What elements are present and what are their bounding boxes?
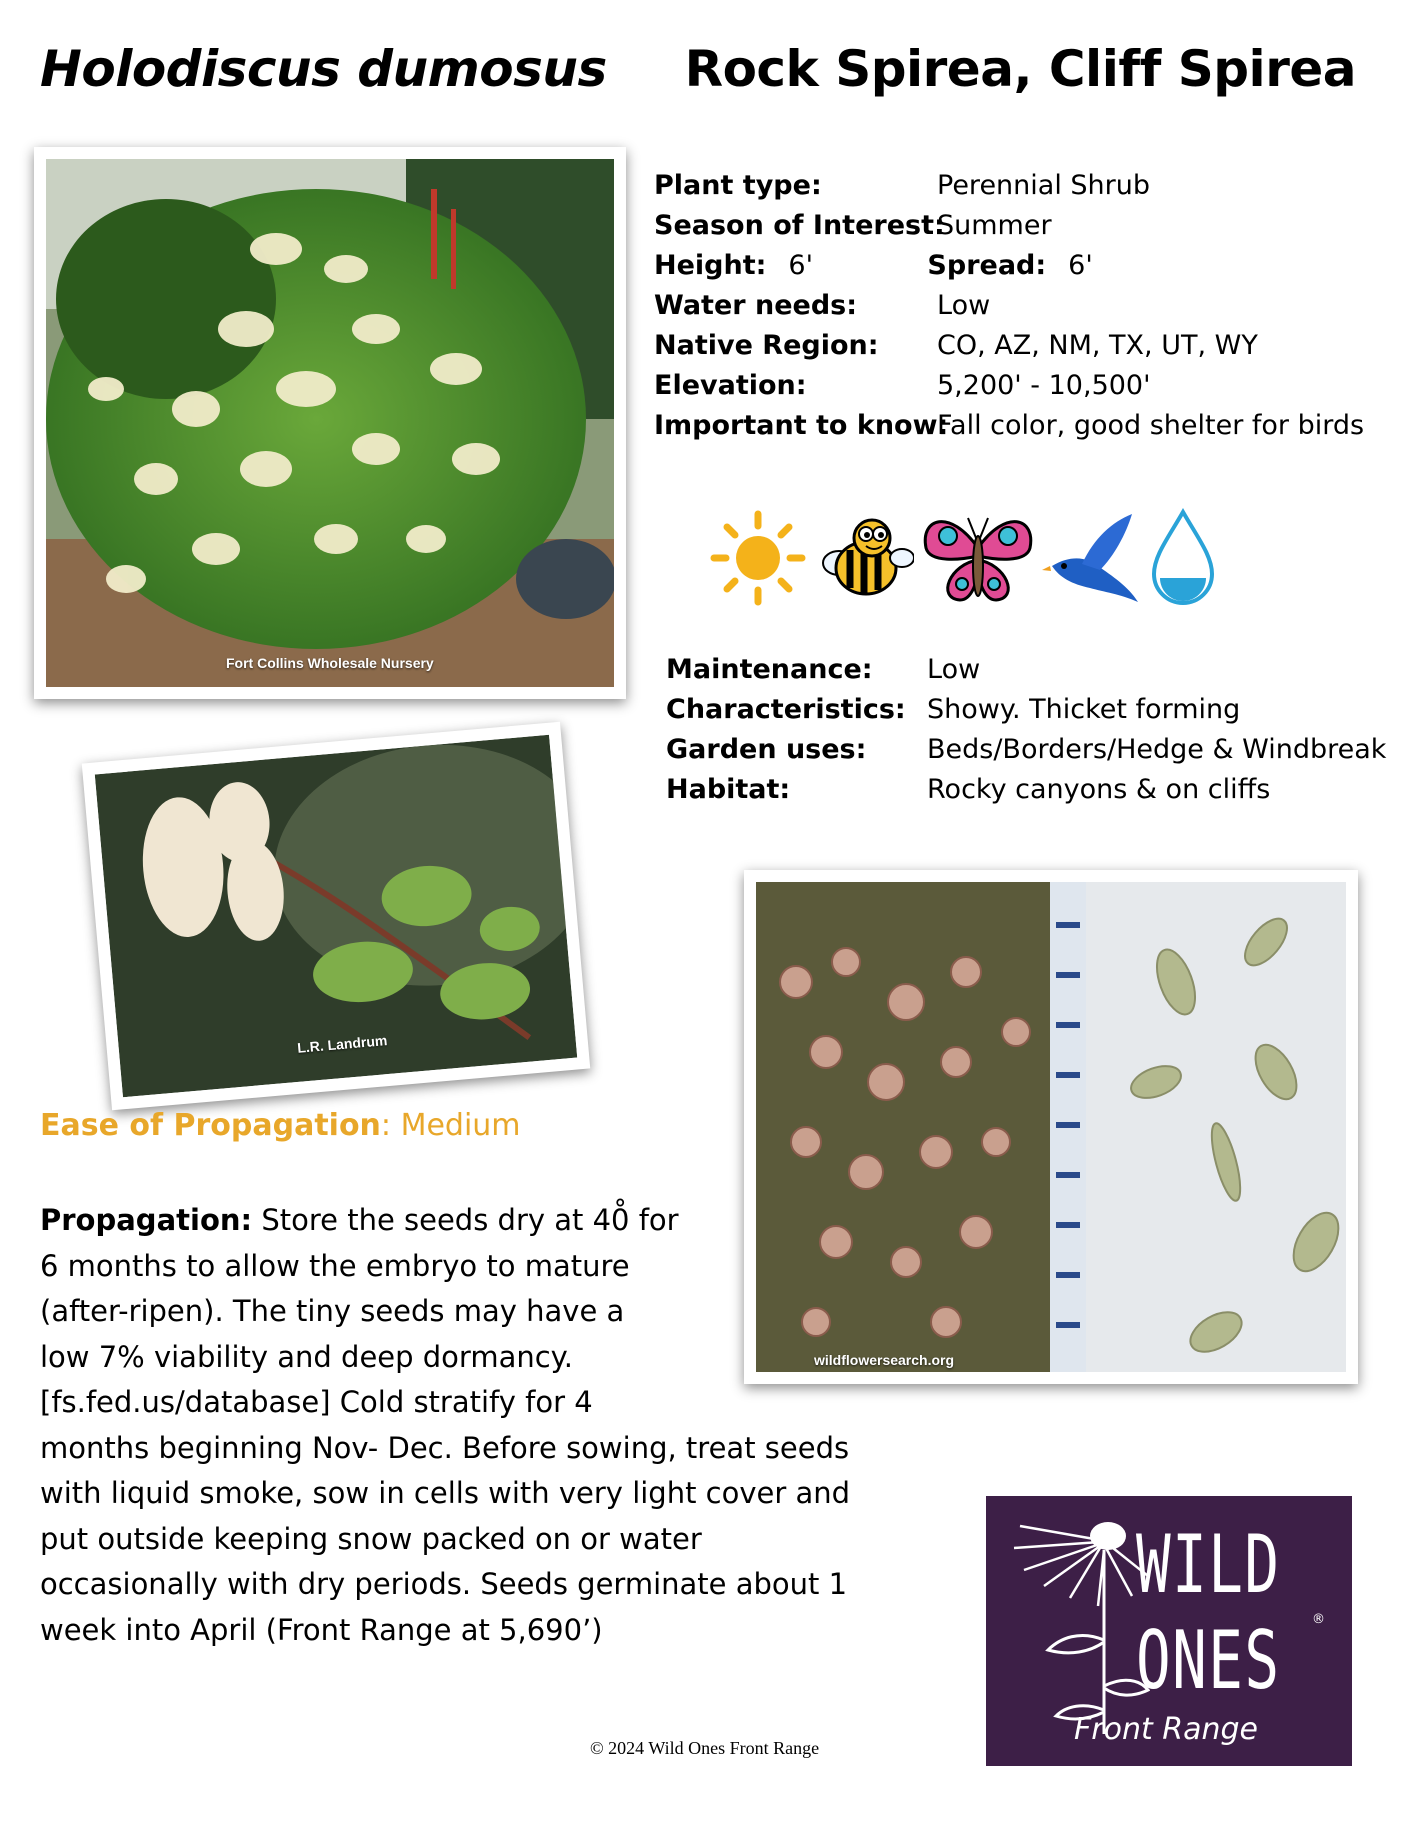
detail-label: Maintenance: [666,654,873,685]
latin-name: Holodiscus dumosus [40,40,607,98]
ease-colon: : [380,1108,401,1143]
photo-credit: Fort Collins Wholesale Nursery [226,655,434,671]
sun-icon [708,508,808,608]
logo-wild-text: WILD [1136,1518,1281,1611]
wild-ones-logo [986,1496,1352,1766]
spec-value: Summer [937,210,1052,241]
detail-value: Rocky canyons & on cliffs [927,774,1271,805]
spec-value: 6' [1068,250,1093,281]
ease-value: Medium [400,1108,521,1143]
spec-label: Spread: [927,250,1047,281]
detail-value: Low [927,654,981,685]
propagation-line: week into April (Front Range at 5,690’) [40,1612,603,1647]
garden-details [666,650,1386,810]
propagation-line: put outside keeping snow packed on or water [40,1521,702,1556]
spec-label: Plant type: [654,170,822,201]
spec-value: Low [937,290,991,321]
propagation-line: 6 months to allow the embryo to mature [40,1248,630,1283]
spec-label: Season of Interest: [654,210,945,241]
copyright-notice: © 2024 Wild Ones Front Range [590,1738,820,1758]
propagation-label: Propagation: [40,1203,253,1237]
spec-value: Perennial Shrub [937,170,1151,201]
spec-label: Elevation: [654,370,807,401]
spec-value: 6' [788,250,814,281]
registered-mark: ® [1312,1612,1325,1627]
photo-credit: L.R. Landrum [296,1032,388,1056]
photo-credit: wildflowersearch.org [814,1352,955,1368]
logo-front-range-text: Front Range [1074,1712,1258,1747]
butterfly-icon [920,508,1036,608]
flower-closeup-photo [82,722,591,1111]
coneflower-logo-icon [1000,1510,1150,1740]
spec-label: Important to know: [654,410,949,441]
spec-value: 5,200' - 10,500' [937,370,1151,401]
propagation-line: with liquid smoke, sow in cells with very light cover and [40,1476,851,1510]
propagation-line: Store the seeds dry at 40̊ for [261,1203,679,1237]
ease-label: Ease of Propagation [40,1108,381,1143]
detail-value: Beds/Borders/Hedge & Windbreak [927,734,1387,765]
common-name: Rock Spirea, Cliff Spirea [684,40,1356,98]
logo-ones-text: ONES [1136,1614,1281,1707]
spec-value: Fall color, good shelter for birds [937,410,1365,441]
spec-value: CO, AZ, NM, TX, UT, WY [937,330,1258,361]
propagation-line: occasionally with dry periods. Seeds germinate about 1 [40,1567,848,1601]
water-drop-icon [1148,508,1218,608]
detail-label: Characteristics: [666,694,906,725]
plant-specs [654,166,1364,446]
bird-icon [1042,508,1142,608]
shrub-photo [34,147,626,699]
propagation-line: low 7% viability and deep dormancy. [40,1339,573,1374]
attribute-icons [708,508,1218,608]
detail-label: Habitat: [666,774,791,805]
propagation-line: [fs.fed.us/database] Cold stratify for 4 [40,1385,593,1419]
bee-icon [814,508,914,608]
ease-of-propagation [40,1108,521,1143]
propagation-text [40,1198,910,1653]
detail-value: Showy. Thicket forming [927,694,1241,725]
propagation-line: (after-ripen). The tiny seeds may have a [40,1294,625,1328]
propagation-line: months beginning Nov- Dec. Before sowing, treat seeds [40,1430,850,1465]
spec-label: Water needs: [654,290,858,321]
spec-label: Native Region: [654,330,879,361]
spec-label: Height: [654,250,767,281]
detail-label: Garden uses: [666,734,867,765]
